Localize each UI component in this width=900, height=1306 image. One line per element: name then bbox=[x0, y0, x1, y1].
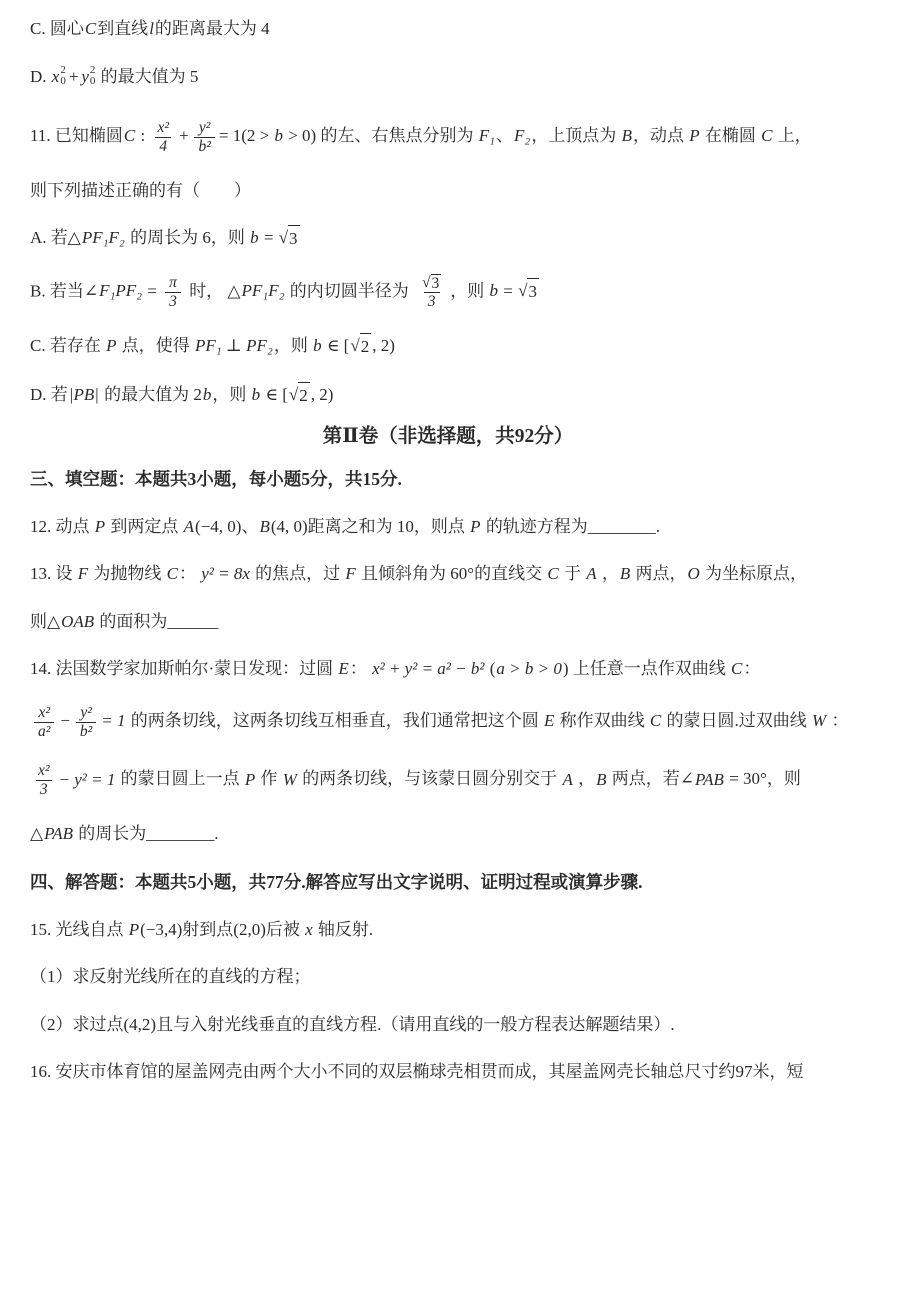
text-run: C. 若存在 bbox=[30, 336, 106, 356]
text-run: = bbox=[259, 228, 278, 248]
question-11-option-c bbox=[30, 333, 866, 360]
math-run: C bbox=[649, 710, 662, 730]
math-run: = 1 bbox=[101, 710, 126, 730]
text-run: 的焦点，过 bbox=[250, 564, 345, 584]
text-run: = 30°，则 bbox=[724, 769, 801, 789]
math-run: C bbox=[731, 659, 743, 679]
text-run: 的两条切线，与该蒙日圆分别交于 bbox=[297, 769, 562, 789]
text-run: D. bbox=[30, 66, 51, 86]
math-run: l bbox=[149, 19, 154, 38]
text-run: （2）求过点(4,2)且与入射光线垂直的直线方程.（请用直线的一般方程表达解题结果）. bbox=[30, 1014, 675, 1034]
radicand: 2 bbox=[298, 382, 310, 409]
text-run: 的最大值为 2 bbox=[99, 384, 202, 404]
math-run: P bbox=[94, 516, 106, 536]
question-11-stem-line-1 bbox=[30, 119, 866, 156]
math-run: O bbox=[687, 564, 700, 584]
math-run: F₁PF₂ bbox=[99, 281, 143, 301]
text-run: 两点， bbox=[631, 564, 687, 584]
text-run: 的最大值为 5 bbox=[96, 66, 199, 86]
text-run: 16. 安庆市体育馆的屋盖网壳由两个大小不同的双层椭球壳相贯而成，其屋盖网壳长轴总尺寸约97米，短 bbox=[30, 1062, 804, 1082]
text-run: ，则 bbox=[450, 281, 489, 301]
text-run: △ bbox=[30, 824, 44, 843]
text-run: B. 若当∠ bbox=[30, 281, 99, 301]
sqrt-expression bbox=[518, 278, 539, 305]
sqrt-expression bbox=[422, 274, 441, 293]
radical-sign: √ bbox=[288, 384, 299, 404]
math-run: P bbox=[244, 769, 256, 789]
math-run: F bbox=[77, 564, 89, 584]
text-run: （1）求反射光线所在的直线的方程； bbox=[30, 967, 311, 987]
text-run: 的距离最大为 4 bbox=[154, 19, 270, 38]
var-with-supsub bbox=[81, 64, 95, 90]
text-run: 上， bbox=[773, 126, 812, 146]
text-run: ∈ [ bbox=[261, 384, 288, 404]
fill-in-section-header: 三、填空题：本题共3小题，每小题5分，共15分. bbox=[30, 468, 402, 489]
text-run: 两点，若∠ bbox=[607, 769, 694, 789]
fraction-numerator: π bbox=[169, 274, 177, 292]
var-with-supsub bbox=[52, 64, 66, 90]
math-run: C bbox=[84, 19, 97, 38]
text-run: 的内切圆半径为 bbox=[285, 281, 413, 301]
question-13-line-1 bbox=[30, 561, 866, 587]
text-run: ( bbox=[485, 659, 496, 679]
math-run: b bbox=[202, 384, 212, 404]
math-run: W bbox=[812, 710, 827, 730]
sqrt-expression bbox=[289, 382, 310, 409]
math-run: b bbox=[489, 281, 499, 301]
fraction bbox=[34, 704, 54, 741]
math-run: P bbox=[470, 516, 481, 536]
text-run: 为坐标原点， bbox=[700, 564, 808, 584]
radicand: 3 bbox=[288, 225, 300, 252]
text-run: 的蒙日圆.过双曲线 bbox=[662, 710, 812, 730]
question-15-part-2 bbox=[30, 1012, 866, 1038]
math-run: P bbox=[689, 126, 700, 146]
text-run: ，上顶点为 bbox=[531, 126, 621, 146]
question-10-option-d bbox=[30, 64, 866, 90]
text-run: 则△ bbox=[30, 611, 61, 631]
text-run: ，则 bbox=[273, 336, 313, 356]
text-run: 14. 法国数学家加斯帕尔·蒙日发现：过圆 bbox=[30, 659, 338, 679]
fraction-denominator: b² bbox=[76, 722, 96, 741]
text-run: ： bbox=[349, 659, 372, 679]
math-run: B bbox=[259, 516, 270, 536]
math-run: C bbox=[547, 564, 559, 584]
text-run: 时， △ bbox=[184, 281, 241, 301]
text-run: A. 若△ bbox=[30, 228, 81, 248]
radicand: 2 bbox=[360, 333, 372, 360]
text-run: 的面积为______ bbox=[95, 611, 219, 631]
math-run: A bbox=[586, 564, 597, 584]
math-run: PAB bbox=[44, 824, 74, 843]
math-run: b bbox=[250, 228, 259, 248]
math-run: E bbox=[338, 659, 349, 679]
math-run: F₁ bbox=[478, 126, 496, 146]
text-run: 轴反射. bbox=[313, 919, 374, 939]
question-14-line-4 bbox=[30, 821, 866, 847]
question-14-line-2 bbox=[30, 704, 866, 741]
fraction-numerator: y² bbox=[198, 119, 211, 136]
fraction-numerator: x² bbox=[38, 703, 50, 721]
text-run: 的轨迹方程为________. bbox=[481, 516, 661, 536]
question-14-line-3 bbox=[30, 762, 866, 799]
text-run: ，则 bbox=[212, 384, 251, 404]
math-run: x bbox=[305, 919, 313, 939]
text-run: 为抛物线 bbox=[89, 564, 166, 584]
text-run: D. 若 bbox=[30, 384, 68, 404]
math-run: + bbox=[67, 66, 80, 86]
radicand: 3 bbox=[431, 274, 440, 292]
text-run: (−4, 0)、 bbox=[195, 516, 259, 536]
text-run: 点，使得 bbox=[117, 336, 194, 356]
text-run: , 2) bbox=[310, 384, 334, 404]
math-run: b bbox=[251, 384, 261, 404]
superscript: 2 bbox=[60, 63, 66, 76]
text-run: 12. 动点 bbox=[30, 516, 94, 536]
text-run: 的周长为________. bbox=[74, 824, 219, 843]
text-run: 的周长为 6，则 bbox=[125, 228, 250, 248]
math-run: P bbox=[106, 336, 117, 356]
variable-base: x bbox=[51, 66, 60, 86]
text-run: 13. 设 bbox=[30, 564, 77, 584]
text-run: 15. 光线自点 bbox=[30, 919, 128, 939]
supsub-stack bbox=[60, 65, 66, 88]
text-run: = 1(2 > bbox=[218, 126, 274, 146]
math-run: b bbox=[313, 336, 322, 356]
text-run: C. 圆心 bbox=[30, 19, 84, 38]
supsub-stack bbox=[90, 65, 96, 88]
fraction-denominator: 3 bbox=[165, 292, 181, 311]
radical-sign: √ bbox=[350, 336, 360, 356]
question-14-line-1 bbox=[30, 656, 866, 682]
fraction-numerator: x² bbox=[38, 762, 50, 780]
text-run: 则下列描述正确的有（ ） bbox=[30, 180, 251, 200]
question-11-option-b bbox=[30, 274, 866, 312]
math-run: PAB bbox=[694, 769, 724, 789]
fraction-denominator: a² bbox=[34, 722, 54, 741]
text-run: (−3,4)射到点(2,0)后被 bbox=[140, 919, 305, 939]
text-run: 作 bbox=[256, 769, 282, 789]
math-run: |PB| bbox=[68, 384, 99, 404]
text-run: ， bbox=[597, 564, 619, 584]
text-run: ， bbox=[573, 769, 596, 789]
solve-section-header: 四、解答题：本题共5小题，共77分.解答应写出文字说明、证明过程或演算步骤. bbox=[30, 871, 643, 892]
math-run: PF₁F₂ bbox=[81, 228, 125, 248]
math-run: x² + y² = a² − b² bbox=[372, 659, 485, 679]
math-run: PF₁ ⊥ PF₂ bbox=[194, 336, 273, 356]
math-run: B bbox=[619, 564, 631, 584]
radical-sign: √ bbox=[518, 281, 528, 301]
fraction bbox=[34, 762, 54, 799]
text-run: 、 bbox=[496, 126, 514, 146]
subscript: 0 bbox=[60, 75, 66, 88]
text-run: : bbox=[136, 126, 150, 146]
text-run: ，动点 bbox=[632, 126, 689, 146]
fraction-numerator: y² bbox=[80, 703, 92, 721]
fraction-denominator: 3 bbox=[36, 780, 52, 799]
question-10-option-c bbox=[30, 16, 866, 42]
radical-sign: √ bbox=[422, 273, 431, 291]
math-run: A bbox=[562, 769, 573, 789]
radicand: 3 bbox=[527, 278, 539, 305]
math-run: PF₁F₂ bbox=[241, 281, 285, 301]
fraction bbox=[76, 704, 96, 741]
fraction-denominator: 3 bbox=[424, 292, 440, 311]
math-run: E bbox=[544, 710, 555, 730]
text-run: 到直线 bbox=[97, 19, 149, 38]
text-run: 在椭圆 bbox=[700, 126, 761, 146]
math-run: − y² = 1 bbox=[58, 769, 116, 789]
text-run: = bbox=[499, 281, 518, 301]
math-run: y² = 8x bbox=[201, 564, 250, 584]
math-run: C bbox=[123, 126, 136, 146]
text-run: 11. 已知椭圆 bbox=[30, 126, 123, 146]
fraction-denominator: b² bbox=[194, 137, 214, 156]
superscript: 2 bbox=[89, 63, 96, 76]
text-run: 的蒙日圆上一点 bbox=[116, 769, 244, 789]
sqrt-expression bbox=[279, 225, 300, 252]
text-run: 的两条切线，这两条切线互相垂直，我们通常把这个圆 bbox=[126, 710, 544, 730]
fraction bbox=[153, 119, 173, 156]
radical-sign: √ bbox=[278, 228, 289, 248]
fraction bbox=[165, 274, 181, 311]
text-run: ∈ [ bbox=[322, 336, 350, 356]
math-run: a > b > 0 bbox=[496, 659, 562, 679]
math-run: C bbox=[166, 564, 178, 584]
math-run: B bbox=[596, 769, 607, 789]
math-run: − bbox=[59, 710, 71, 730]
text-run: (4, 0)距离之和为 10，则点 bbox=[270, 516, 470, 536]
math-run: B bbox=[621, 126, 632, 146]
math-run: P bbox=[128, 919, 140, 939]
question-16 bbox=[30, 1059, 866, 1085]
text-run: 称作双曲线 bbox=[555, 710, 649, 730]
question-11-option-a bbox=[30, 225, 866, 252]
fraction bbox=[194, 119, 214, 156]
text-run: , 2) bbox=[372, 336, 395, 356]
fraction-denominator: 4 bbox=[155, 137, 171, 156]
question-13-line-2 bbox=[30, 609, 866, 635]
math-run: + bbox=[177, 126, 190, 146]
question-15 bbox=[30, 917, 866, 943]
text-run: 于 bbox=[559, 564, 586, 584]
math-run: F₂ bbox=[514, 126, 531, 146]
part-2-title: 第Ⅱ卷（非选择题，共92分） bbox=[322, 426, 574, 448]
question-11-stem-line-2 bbox=[30, 178, 866, 204]
question-12 bbox=[30, 514, 866, 540]
sqrt-expression bbox=[350, 333, 371, 360]
text-run: ： bbox=[178, 564, 201, 584]
fraction-numerator bbox=[417, 274, 446, 293]
variable-base: y bbox=[81, 66, 89, 86]
text-run: 且倾斜角为 60°的直线交 bbox=[356, 564, 547, 584]
math-run: b bbox=[274, 126, 283, 146]
text-run: > 0) 的左、右焦点分别为 bbox=[283, 126, 478, 146]
text-run: 到两定点 bbox=[106, 516, 183, 536]
text-run: ： bbox=[827, 710, 849, 730]
text-run: ) 上任意一点作双曲线 bbox=[562, 659, 731, 679]
question-11-option-d bbox=[30, 382, 866, 409]
text-run: = bbox=[143, 281, 162, 301]
math-run: A bbox=[183, 516, 195, 536]
math-run: F bbox=[345, 564, 356, 584]
question-15-part-1 bbox=[30, 964, 866, 990]
math-run: OAB bbox=[61, 611, 95, 631]
fraction bbox=[417, 274, 446, 312]
subscript: 0 bbox=[89, 75, 96, 88]
fraction-numerator: x² bbox=[157, 119, 169, 136]
text-run: ： bbox=[743, 659, 761, 679]
math-run: W bbox=[282, 769, 297, 789]
math-run: C bbox=[761, 126, 773, 146]
